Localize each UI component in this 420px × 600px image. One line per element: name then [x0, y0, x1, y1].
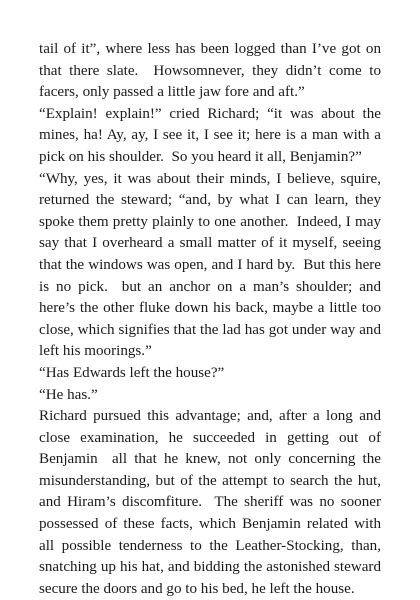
paragraph-continuation: tail of it”, where less has been logged than I’ve got on that there slate. Howsomnever, they didn’t come to facers, only passed a little jaw fore and aft.” [39, 41, 385, 101]
page-body-text [39, 39, 385, 600]
paragraph-steward-reply: “Why, yes, it was about their minds, I believe, squire, returned the steward; “and, by what I can learn, they spoke them pretty plainly to one another. Indeed, I may say that I overheard a small matter of it myself, seeing that the windows was open, and I hard by. But this here is no pick. but an anchor on a man’s shoulder; and here’s the other fluke down his back, maybe a little too close, which signifies that the lad has got under way and left his moorings.” [39, 170, 385, 360]
paragraph-richard-explain: “Explain! explain!” cried Richard; “it was about the mines, ha! Ay, ay, I see it, I see it; here is a man with a pick on his shoulder. So you heard it all, Benjamin?” [39, 105, 385, 165]
paragraph-richard-pursued: Richard pursued this advantage; and, after a long and close examination, he succeeded in getting out of Benjamin all that he knew, not only concerning the misunderstanding, but of the attempt to search the hut, and Hiram’s discomfiture. The sheriff was no sooner possessed of these facts, which Benjamin related with all possible tenderness to the Leather-Stocking, than, snatching up his hat, and bidding the astonished steward secure the doors and go to his bed, he left the house. [39, 408, 385, 597]
paragraph-he-has: “He has.” [39, 386, 98, 403]
paragraph-edwards-question: “Has Edwards left the house?” [39, 364, 225, 381]
